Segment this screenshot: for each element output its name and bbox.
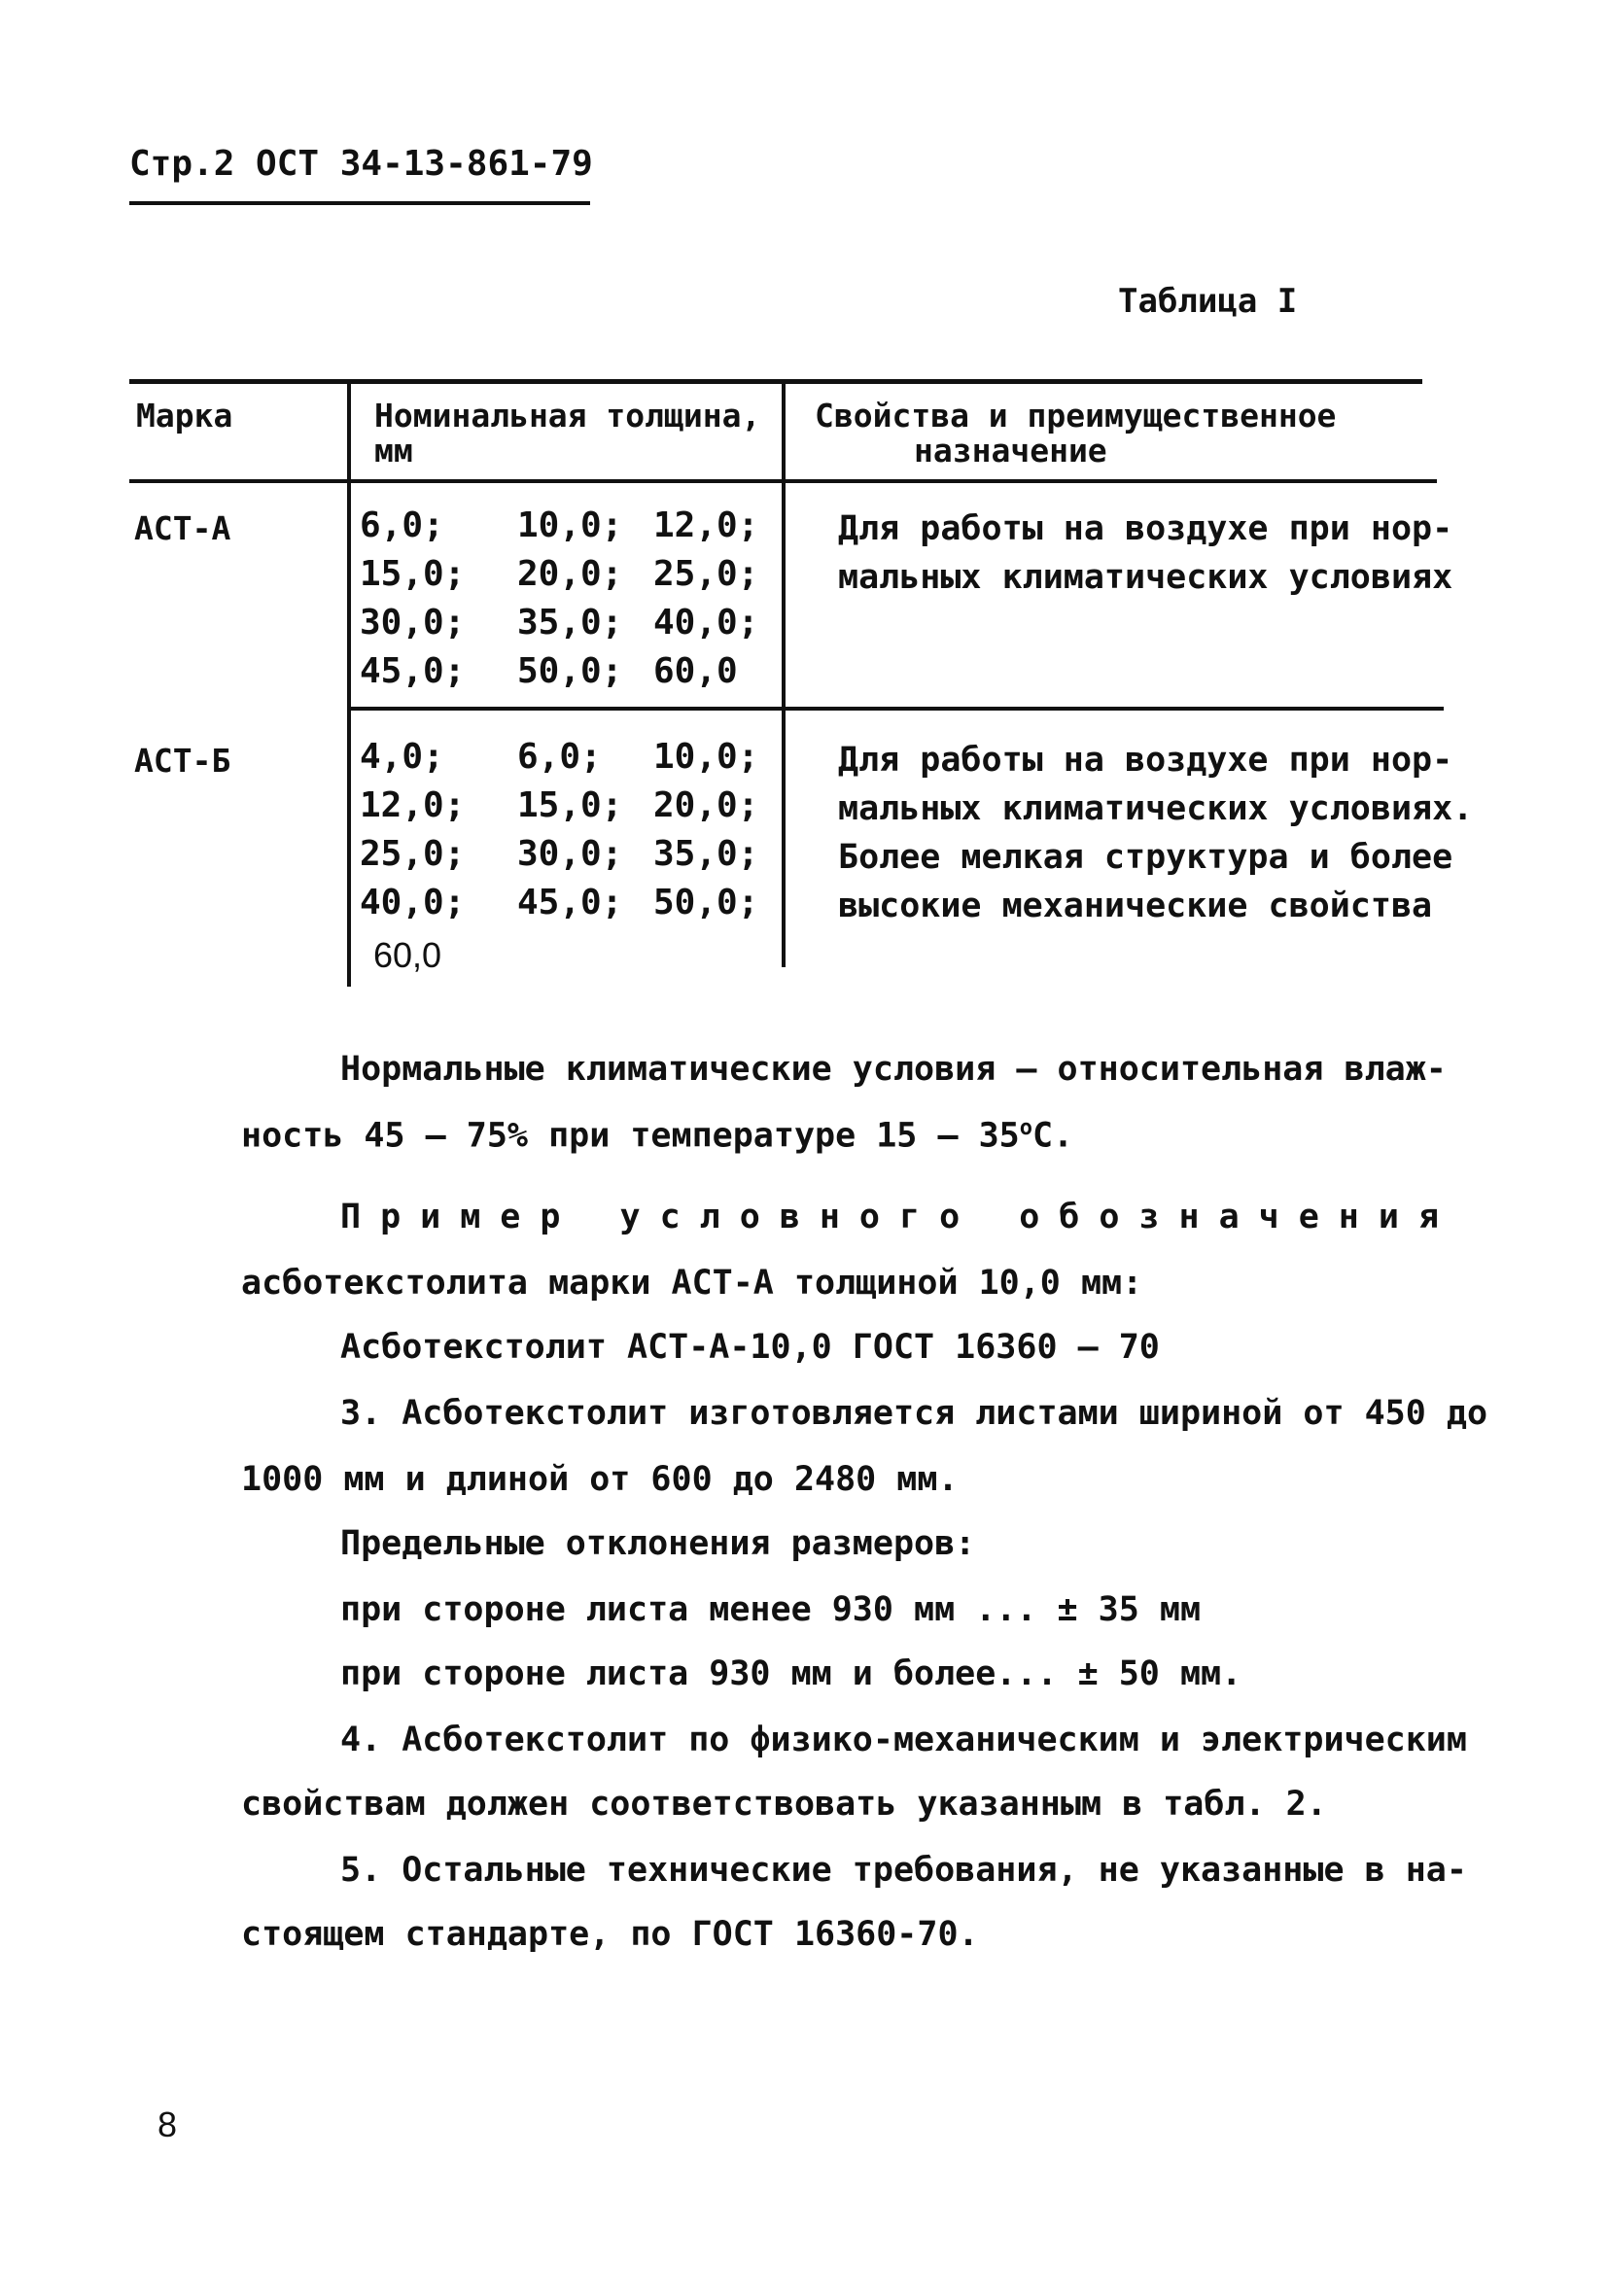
degree-sign: о <box>1019 1116 1032 1140</box>
thickness-value: 12,0; <box>653 505 759 545</box>
example-heading: Пример условного обозначения <box>340 1198 1459 1236</box>
thickness-value: 20,0; <box>653 785 759 825</box>
thickness-value: 20,0; <box>517 554 623 594</box>
table-row-divider <box>350 707 1444 711</box>
header-thickness-line2: мм <box>374 432 413 470</box>
paragraph-3-line: 3. Асботекстолит изготовляется листами шириной от 450 до <box>340 1394 1488 1433</box>
thickness-value: 60,0 <box>653 651 738 691</box>
row-mark-ast-b: АСТ-Б <box>134 742 231 780</box>
example-line: асботекстолита марки АСТ-А толщиной 10,0 мм: <box>241 1264 1143 1303</box>
page-number: 8 <box>157 2105 178 2144</box>
thickness-value: 40,0; <box>653 603 759 643</box>
thickness-value: 4,0; <box>360 737 444 777</box>
deviation-line: при стороне листа 930 мм и более... ± 50 мм. <box>340 1654 1242 1693</box>
row-description-line: высокие механические свойства <box>838 887 1433 925</box>
thickness-value: 45,0; <box>517 883 623 922</box>
table-col-divider-1 <box>347 384 351 987</box>
header-props-line2: назначение <box>914 432 1107 470</box>
note-line: Нормальные климатические условия – относительная влаж- <box>340 1050 1447 1089</box>
table-title: Таблица I <box>1118 282 1298 321</box>
thickness-value: 30,0; <box>360 603 466 643</box>
thickness-value: 12,0; <box>360 785 466 825</box>
thickness-value: 10,0; <box>517 505 623 545</box>
header-thickness-line1: Номинальная толщина, <box>374 397 761 435</box>
thickness-value: 50,0; <box>517 651 623 691</box>
note-text-end: С. <box>1031 1116 1074 1156</box>
paragraph-3-line: 1000 мм и длиной от 600 до 2480 мм. <box>241 1460 959 1499</box>
thickness-value: 45,0; <box>360 651 466 691</box>
row-mark-ast-a: АСТ-А <box>134 509 231 547</box>
thickness-value: 6,0; <box>517 737 602 777</box>
row-description-line: Для работы на воздухе при нор- <box>838 509 1453 548</box>
row-description-line: мальных климатических условиях. <box>838 789 1474 828</box>
thickness-value: 6,0; <box>360 505 444 545</box>
thickness-value: 15,0; <box>360 554 466 594</box>
thickness-value: 35,0; <box>653 834 759 874</box>
table-col-divider-2 <box>782 384 786 967</box>
row-description-line: Для работы на воздухе при нор- <box>838 741 1453 780</box>
thickness-value: 60,0 <box>373 935 442 975</box>
page-header: Стр.2 ОСТ 34-13-861-79 <box>129 144 593 184</box>
paragraph-5-line: 5. Остальные технические требования, не указанные в на- <box>340 1851 1467 1890</box>
note-text: ность 45 – 75% при температуре 15 – 35 <box>241 1116 1020 1156</box>
thickness-value: 15,0; <box>517 785 623 825</box>
paragraph-4-line: 4. Асботекстолит по физико-механическим и электрическим <box>340 1721 1467 1759</box>
thickness-value: 35,0; <box>517 603 623 643</box>
thickness-value: 10,0; <box>653 737 759 777</box>
thickness-value: 30,0; <box>517 834 623 874</box>
thickness-value: 25,0; <box>653 554 759 594</box>
note-line <box>241 1116 1073 1156</box>
thickness-value: 50,0; <box>653 883 759 922</box>
thickness-value: 25,0; <box>360 834 466 874</box>
row-description-line: Более мелкая структура и более <box>838 838 1453 877</box>
deviation-line: при стороне листа менее 930 мм ... ± 35 мм <box>340 1590 1202 1629</box>
header-underline <box>129 201 590 205</box>
header-mark: Марка <box>136 397 233 435</box>
thickness-value: 40,0; <box>360 883 466 922</box>
table-top-rule <box>129 379 1422 384</box>
example-designation: Асботекстолит АСТ-А-10,0 ГОСТ 16360 – 70 <box>340 1328 1160 1367</box>
paragraph-5-line: стоящем стандарте, по ГОСТ 16360-70. <box>241 1915 979 1954</box>
header-props-line1: Свойства и преимущественное <box>815 397 1337 435</box>
paragraph-4-line: свойствам должен соответствовать указанным в табл. 2. <box>241 1785 1327 1824</box>
row-description-line: мальных климатических условиях <box>838 558 1453 597</box>
deviation-heading: Предельные отклонения размеров: <box>340 1524 976 1563</box>
